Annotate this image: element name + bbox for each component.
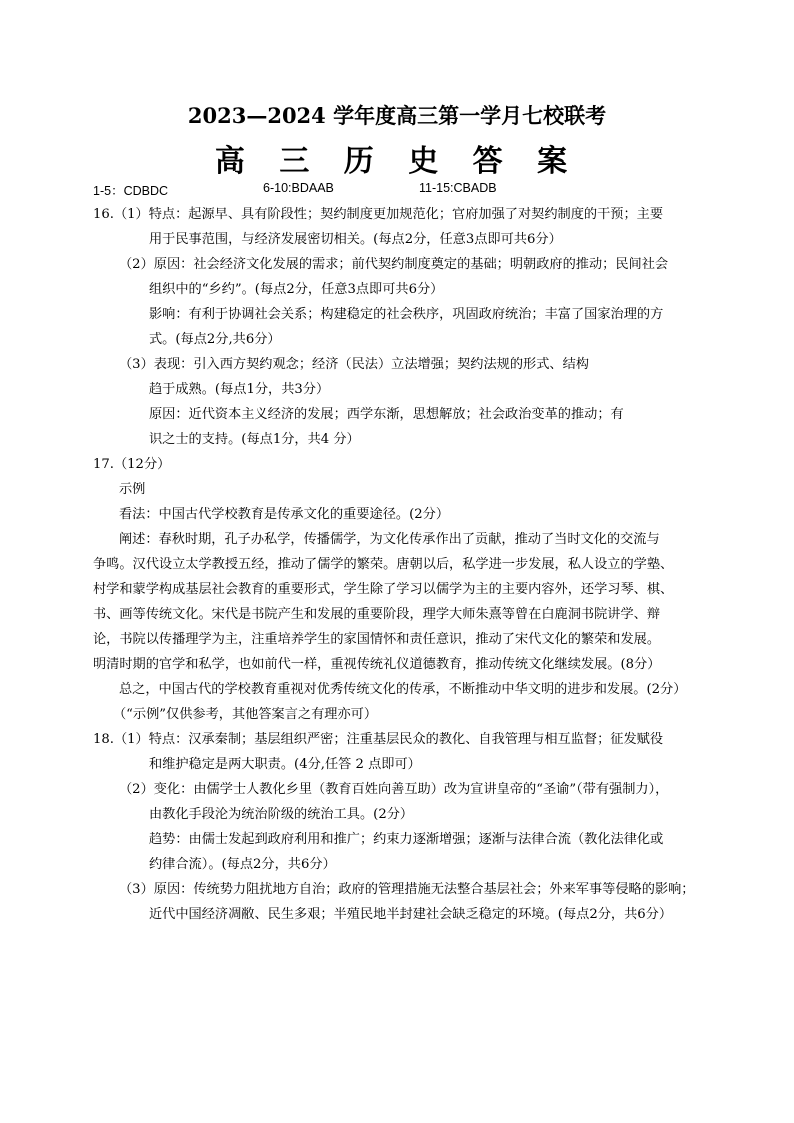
answer-line: 用于民事范围，与经济发展密切相关。(每点2分，任意3点即可共6分）: [149, 232, 562, 247]
answer-line: 由教化手段沦为统治阶级的统治工具。(2分）: [149, 807, 414, 822]
answer-line: 看法：中国古代学校教育是传承文化的重要途径。(2分）: [119, 507, 450, 522]
answer-line: 总之，中国古代的学校教育重视对优秀传统文化的传承，不断推动中华文明的进步和发展。(2分）: [119, 682, 687, 697]
answer-line: 书、画等传统文化。宋代是书院产生和发展的重要阶段，理学大师朱熹等曾在白鹿洞书院讲学、辩: [93, 607, 661, 622]
answer-line: 约律合流）。(每点2分，共6分）: [149, 857, 336, 872]
mc-answers-11-15: 11-15:CBADB: [419, 181, 497, 195]
answer-line: 论，书院以传播理学为主，注重培养学生的家国情怀和责任意识，推动了宋代文化的繁荣和发展。: [93, 632, 661, 647]
answer-line: 原因：近代资本主义经济的发展；西学东渐，思想解放；社会政治变革的推动；有: [149, 407, 624, 422]
answer-line: 明清时期的官学和私学，也如前代一样，重视传统礼仪道德教育，推动传统文化继续发展。(8分）: [93, 657, 661, 672]
answer-line: 争鸣。汉代设立太学教授五经，推动了儒学的繁荣。唐朝以后，私学进一步发展，私人设立的学塾、: [93, 557, 674, 572]
answer-line: （2）原因：社会经济文化发展的需求；前代契约制度奠定的基础；明朝政府的推动；民间社会: [119, 257, 669, 272]
answer-line: （3）原因：传统势力阻扰地方自治；政府的管理措施无法整合基层社会；外来军事等侵略的影响；: [119, 882, 695, 897]
answer-line: 和维护稳定是两大职责。(4分,任答 2 点即可）: [149, 757, 421, 772]
answer-line: 影响：有利于协调社会关系；构建稳定的社会秩序，巩固政府统治；丰富了国家治理的方: [149, 307, 664, 322]
answer-line: 示例: [119, 482, 146, 497]
answer-line: 17.（12分）: [93, 457, 171, 472]
exam-title: 2023—2024 学年度高三第一学月七校联考: [187, 103, 607, 128]
answer-line: （3）表现：引入西方契约观念；经济（民法）立法增强；契约法规的形式、结构: [119, 357, 589, 372]
answer-line: 识之士的支持。(每点1分，共4 分）: [149, 432, 360, 447]
answer-line: 18.（1）特点：汉承秦制；基层组织严密；注重基层民众的教化、自我管理与相互监督；征发赋役: [93, 732, 664, 747]
mc-answers-1-5: 1-5：CDBDC: [93, 184, 169, 198]
answer-line: （“示例”仅供参考，其他答案言之有理亦可）: [113, 707, 378, 722]
answer-line: 阐述：春秋时期，孔子办私学，传播儒学，为文化传承作出了贡献，推动了当时文化的交流与: [119, 532, 660, 547]
page-title: 高 三 历 史 答 案: [214, 144, 580, 179]
mc-answers-6-10: 6-10:BDAAB: [263, 181, 334, 195]
answer-line: 式。(每点2分,共6分）: [149, 332, 281, 347]
answer-line: 组织中的“乡约”。(每点2分，任意3点即可共6分）: [149, 282, 444, 297]
answer-line: 近代中国经济凋敝、民生多艰；半殖民地半封建社会缺乏稳定的环境。(每点2分，共6分）: [149, 907, 673, 922]
answer-line: 趋势：由儒士发起到政府利用和推广；约束力逐渐增强；逐渐与法律合流（教化法律化或: [149, 832, 664, 847]
answer-line: 16.（1）特点：起源早、具有阶段性；契约制度更加规范化；官府加强了对契约制度的干预；主要: [93, 207, 664, 222]
answer-line: 村学和蒙学构成基层社会教育的重要形式，学生除了学习以儒学为主的主要内容外，还学习琴、棋、: [93, 582, 674, 597]
answer-line: （2）变化：由儒学士人教化乡里（教育百姓向善互助）改为宣讲皇帝的“圣谕”（带有强制力），: [119, 782, 669, 797]
answer-line: 趋于成熟。(每点1分，共3分）: [149, 382, 330, 397]
